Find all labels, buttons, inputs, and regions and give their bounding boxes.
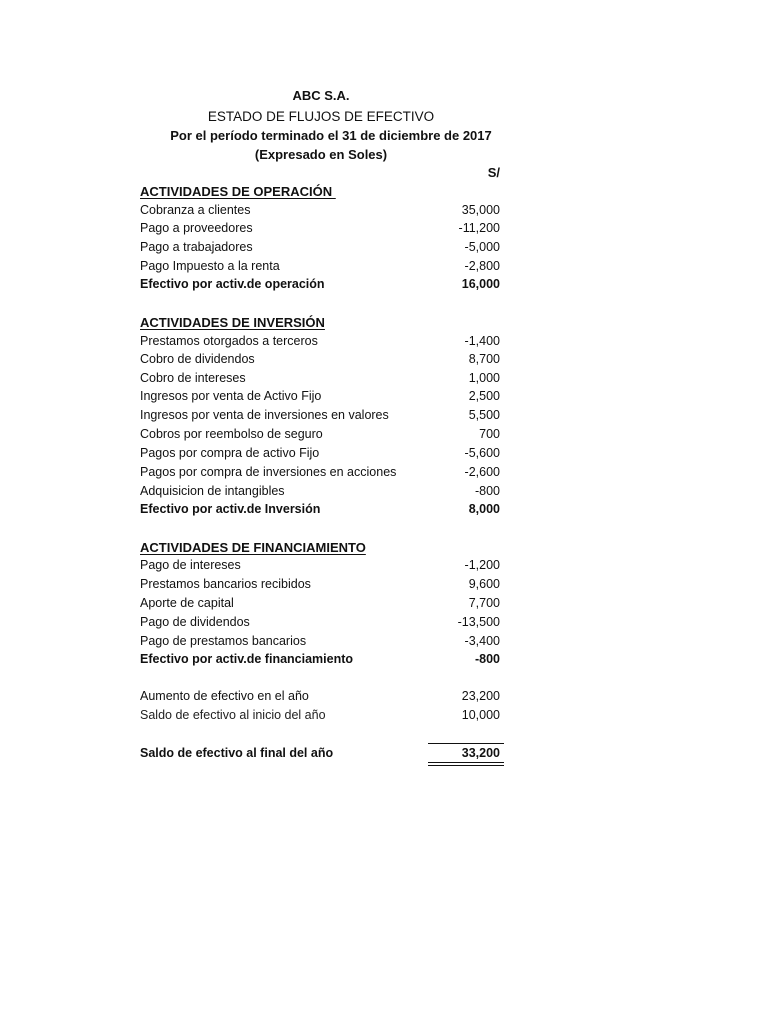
company-name: ABC S.A. [292,88,350,103]
section-title-financing: ACTIVIDADES DE FINANCIAMIENTO [140,540,366,555]
subtotal-amount: 8,000 [468,502,500,516]
subtotal-label: Efectivo por activ.de operación [140,277,325,291]
table-row [140,221,502,239]
row-amount: 7,700 [468,596,500,610]
row-amount: -5,600 [464,446,500,460]
row-amount: -2,600 [464,465,500,479]
row-amount: -5,000 [464,240,500,254]
section-title-operating: ACTIVIDADES DE OPERACIÓN [140,184,336,199]
summary-row-opening [140,708,502,726]
subtotal-row-investing [140,502,502,520]
row-label: Saldo de efectivo al inicio del año [140,708,326,722]
row-amount: 10,000 [461,708,500,722]
table-row [140,577,502,595]
row-label: Pago de prestamos bancarios [140,634,307,648]
report-period: Por el período terminado el 31 de diciembre de 2017 [170,128,492,143]
row-label: Cobranza a clientes [140,203,251,217]
row-label: Pago de dividendos [140,615,250,629]
row-label: Pagos por compra de inversiones en acciones [140,465,397,479]
row-amount: -1,400 [464,334,500,348]
row-amount: -1,200 [464,558,500,572]
row-label: Adquisicion de intangibles [140,484,285,498]
row-label: Ingresos por venta de inversiones en valores [140,408,389,422]
table-row [140,371,502,389]
table-row [140,427,502,445]
row-amount: -2,800 [464,259,500,273]
row-label: Aumento de efectivo en el año [140,689,309,703]
section-title-investing: ACTIVIDADES DE INVERSIÓN [140,315,325,330]
row-amount: 2,500 [468,389,500,403]
table-row [140,596,502,614]
row-label: Pago de intereses [140,558,241,572]
row-label: Aporte de capital [140,596,234,610]
table-row [140,240,502,258]
row-amount: -3,400 [464,634,500,648]
row-label: Pago a trabajadores [140,240,253,254]
row-label: Pago Impuesto a la renta [140,259,280,273]
summary-row-increase [140,689,502,707]
total-double-underline [428,762,504,766]
subtotal-amount: -800 [474,652,500,666]
row-label: Cobros por reembolso de seguro [140,427,323,441]
subtotal-row-financing [140,652,502,670]
row-amount: -11,200 [458,221,500,235]
row-amount: 700 [479,427,500,441]
row-amount: 5,500 [468,408,500,422]
subtotal-label: Efectivo por activ.de financiamiento [140,652,354,666]
total-top-rule [428,743,504,744]
report-title: ESTADO DE FLUJOS DE EFECTIVO [207,109,435,124]
currency-symbol: S/ [487,165,500,180]
row-label: Prestamos bancarios recibidos [140,577,311,591]
table-row [140,558,502,576]
table-row [140,259,502,277]
row-amount: -800 [474,484,500,498]
table-row [140,352,502,370]
row-amount: 1,000 [468,371,500,385]
row-amount: 23,200 [461,689,500,703]
row-label: Cobro de dividendos [140,352,255,366]
row-label: Pago a proveedores [140,221,253,235]
currency-note: (Expresado en Soles) [254,147,388,162]
table-row [140,484,502,502]
table-row [140,334,502,352]
row-amount: 33,200 [461,746,500,760]
row-label: Cobro de intereses [140,371,246,385]
table-row [140,203,502,221]
row-amount: 9,600 [468,577,500,591]
row-amount: 35,000 [461,203,500,217]
table-row [140,389,502,407]
table-row [140,615,502,633]
table-row [140,408,502,426]
row-label: Ingresos por venta de Activo Fijo [140,389,322,403]
table-row [140,446,502,464]
row-amount: -13,500 [457,615,500,629]
row-amount: 8,700 [468,352,500,366]
row-label: Pagos por compra de activo Fijo [140,446,320,460]
subtotal-label: Efectivo por activ.de Inversión [140,502,321,516]
subtotal-row-operating [140,277,502,295]
subtotal-amount: 16,000 [461,277,500,291]
table-row [140,465,502,483]
table-row [140,634,502,652]
row-label: Prestamos otorgados a terceros [140,334,318,348]
row-label: Saldo de efectivo al final del año [140,746,334,760]
